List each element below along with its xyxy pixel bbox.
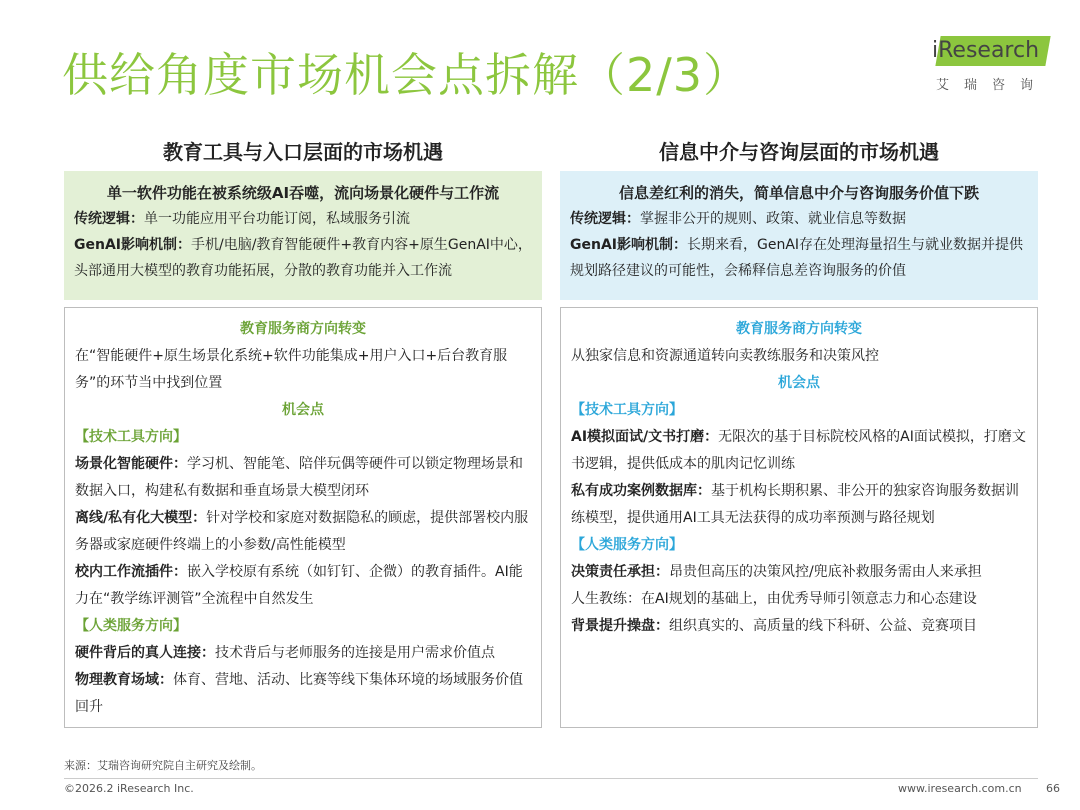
right-column-heading: 信息中介与咨询层面的市场机遇	[659, 140, 939, 164]
list-item	[571, 424, 1027, 478]
source-note: 来源：艾瑞咨询研究院自主研究及绘制。	[64, 759, 262, 772]
text: 手机/电脑/教育智能硬件+教育内容+原生GenAI中心，头部通用大模型的教育功能拓展，分散的教育功能并入工作流	[74, 237, 532, 279]
right-tech-tag: 【技术工具方向】	[571, 402, 683, 418]
logo-i: i	[932, 38, 939, 63]
label: 校内工作流插件：	[75, 564, 187, 580]
right-detail-box	[560, 307, 1038, 728]
text: 学习机、智能笔、陪伴玩偶等硬件可以锁定物理场景和数据入口，构建私有数据和垂直场景大模型闭环	[75, 456, 523, 499]
logo-wordmark	[932, 38, 1039, 64]
right-genai-mechanism	[570, 232, 1028, 284]
logo-subtitle: 艾瑞咨询	[936, 78, 1049, 93]
copyright: ©2026.2 iResearch Inc.	[64, 782, 194, 795]
left-tech-tag: 【技术工具方向】	[75, 429, 187, 445]
text: 体育、营地、活动、比赛等线下集体环境的场域服务价值回升	[75, 672, 523, 715]
right-opportunity-heading: 机会点	[778, 375, 820, 391]
right-summary-headline: 信息差红利的消失，简单信息中介与咨询服务价值下跌	[618, 184, 979, 202]
text: 技术背后与老师服务的连接是用户需求价值点	[215, 645, 495, 661]
text: 单一功能应用平台功能订阅，私域服务引流	[144, 211, 410, 227]
text: 长期来看，GenAI存在处理海量招生与就业数据并提供规划路径建议的可能性，会稀释信息差咨询服务的价值	[570, 237, 1024, 279]
list-item	[571, 613, 1027, 640]
text: 掌握非公开的规则、政策、就业信息等数据	[640, 211, 906, 227]
left-column-heading: 教育工具与入口层面的市场机遇	[163, 140, 443, 164]
left-traditional-logic	[74, 206, 532, 232]
right-shift-heading: 教育服务商方向转变	[736, 321, 862, 337]
text: 组织真实的、高质量的线下科研、公益、竞赛项目	[669, 618, 977, 634]
list-item	[75, 559, 531, 613]
left-genai-mechanism	[74, 232, 532, 284]
label: 私有成功案例数据库：	[571, 483, 711, 499]
website-link[interactable]: www.iresearch.com.cn	[898, 782, 1022, 795]
left-human-tag: 【人类服务方向】	[75, 618, 187, 634]
text: 针对学校和家庭对数据隐私的顾虑，提供部署校内服务器或家庭硬件终端上的小参数/高性能模型	[75, 510, 529, 553]
list-item	[571, 586, 1027, 613]
list-item	[571, 478, 1027, 532]
iresearch-logo	[930, 36, 1052, 98]
left-summary-box	[64, 171, 542, 300]
text: 无限次的基于目标院校风格的AI面试模拟，打磨文书逻辑，提供低成本的肌肉记忆训练	[571, 429, 1026, 472]
list-item	[75, 667, 531, 721]
right-traditional-logic	[570, 206, 1028, 232]
label: 离线/私有化大模型：	[75, 510, 207, 526]
right-human-tag: 【人类服务方向】	[571, 537, 683, 553]
label: GenAI影响机制：	[74, 237, 191, 253]
list-item	[571, 559, 1027, 586]
logo-research: Research	[938, 38, 1040, 63]
page-title: 供给角度市场机会点拆解（2/3）	[62, 48, 751, 102]
left-opportunity-heading: 机会点	[282, 402, 324, 418]
left-summary-headline: 单一软件功能在被系统级AI吞噬，流向场景化硬件与工作流	[106, 184, 500, 202]
label: GenAI影响机制：	[570, 237, 687, 253]
footer-divider	[64, 778, 1038, 779]
left-shift-text: 在“智能硬件+原生场景化系统+软件功能集成+用户入口+后台教育服务”的环节当中找到位置	[75, 348, 508, 391]
text: 基于机构长期积累、非公开的独家咨询服务数据训练模型，提供通用AI工具无法获得的成功率预测与路径规划	[571, 483, 1019, 526]
label: AI模拟面试/文书打磨：	[571, 429, 719, 445]
text: 人生教练：在AI规划的基础上，由优秀导师引领意志力和心态建设	[571, 591, 977, 607]
left-shift-heading: 教育服务商方向转变	[240, 321, 366, 337]
label: 传统逻辑：	[74, 211, 144, 227]
text: 昂贵但高压的决策风控/兜底补救服务需由人来承担	[669, 564, 982, 580]
label: 硬件背后的真人连接：	[75, 645, 215, 661]
page-number: 66	[1046, 782, 1060, 795]
label: 背景提升操盘：	[571, 618, 669, 634]
list-item	[75, 451, 531, 505]
right-shift-text: 从独家信息和资源通道转向卖教练服务和决策风控	[571, 348, 879, 364]
label: 决策责任承担：	[571, 564, 669, 580]
label: 物理教育场域：	[75, 672, 173, 688]
text: 嵌入学校原有系统（如钉钉、企微）的教育插件。AI能力在“教学练评测管”全流程中自然发生	[75, 564, 523, 607]
label: 场景化智能硬件：	[75, 456, 187, 472]
list-item	[75, 505, 531, 559]
right-summary-box	[560, 171, 1038, 300]
list-item	[75, 640, 531, 667]
label: 传统逻辑：	[570, 211, 640, 227]
left-detail-box	[64, 307, 542, 728]
